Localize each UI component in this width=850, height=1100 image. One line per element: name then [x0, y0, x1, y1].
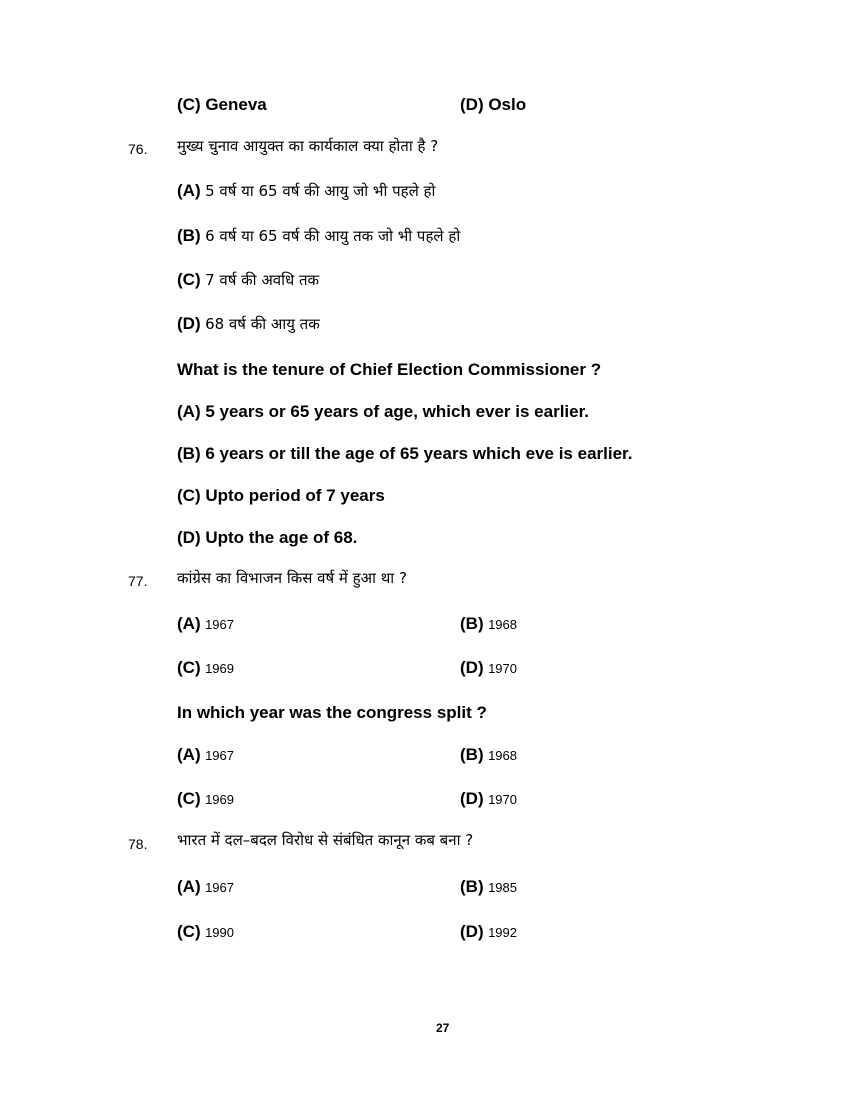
- option-label: (B): [460, 745, 484, 764]
- option-label: (D): [177, 314, 201, 333]
- option-label: (A): [177, 614, 201, 633]
- option-text: 6 वर्ष या 65 वर्ष की आयु तक जो भी पहले हो: [205, 227, 461, 245]
- option-label: (D): [460, 922, 484, 941]
- option-label: (C): [177, 789, 201, 808]
- q77-english-option-b: [460, 746, 517, 764]
- q78-option-b: [460, 878, 517, 896]
- question-77-number: 77.: [128, 573, 148, 589]
- question-76-number: 76.: [128, 141, 148, 157]
- q76-english-option-c: (C) Upto period of 7 years: [177, 486, 385, 505]
- option-label: (A): [177, 181, 201, 200]
- q76-hindi-option-c: [177, 271, 319, 289]
- q76-english-option-a: (A) 5 years or 65 years of age, which ever is earlier.: [177, 402, 590, 421]
- option-value: 1967: [205, 617, 234, 632]
- option-label: (D): [460, 789, 484, 808]
- option-label: (C): [177, 922, 201, 941]
- option-value: 1990: [205, 925, 234, 940]
- option-value: 1968: [488, 748, 517, 763]
- option-d-oslo: (D) Oslo: [460, 95, 527, 114]
- option-label: (B): [460, 614, 484, 633]
- option-value: 1967: [205, 748, 234, 763]
- option-text: 5 वर्ष या 65 वर्ष की आयु जो भी पहले हो: [205, 182, 436, 200]
- q77-hindi-option-a: [177, 615, 234, 633]
- question-76-english: What is the tenure of Chief Election Commissioner ?: [177, 360, 602, 379]
- option-label: (C): [177, 658, 201, 677]
- q76-hindi-option-a: [177, 182, 435, 200]
- option-label: (B): [177, 226, 201, 245]
- option-value: 1967: [205, 880, 234, 895]
- q76-english-option-d: (D) Upto the age of 68.: [177, 528, 358, 547]
- q78-option-a: [177, 878, 234, 896]
- q76-hindi-option-d: [177, 315, 320, 333]
- option-value: 1992: [488, 925, 517, 940]
- option-value: 1970: [488, 792, 517, 807]
- option-c-geneva: (C) Geneva: [177, 95, 267, 114]
- q78-option-d: [460, 923, 517, 941]
- option-value: 1969: [205, 661, 234, 676]
- q77-hindi-option-d: [460, 659, 517, 677]
- question-78-number: 78.: [128, 836, 148, 852]
- q78-option-c: [177, 923, 234, 941]
- option-value: 1985: [488, 880, 517, 895]
- option-label: (A): [177, 745, 201, 764]
- option-text: 68 वर्ष की आयु तक: [205, 315, 320, 333]
- q77-hindi-option-c: [177, 659, 234, 677]
- question-76-hindi: मुख्य चुनाव आयुक्त का कार्यकाल क्या होता है ?: [177, 137, 439, 155]
- option-label: (C): [177, 270, 201, 289]
- option-value: 1970: [488, 661, 517, 676]
- option-text: 7 वर्ष की अवधि तक: [205, 271, 320, 289]
- option-value: 1968: [488, 617, 517, 632]
- q77-english-option-d: [460, 790, 517, 808]
- question-77-hindi: कांग्रेस का विभाजन किस वर्ष में हुआ था ?: [177, 569, 407, 587]
- q77-english-option-c: [177, 790, 234, 808]
- question-78-hindi: भारत में दल–बदल विरोध से संबंधित कानून कब बना ?: [177, 831, 474, 849]
- question-77-english: In which year was the congress split ?: [177, 703, 487, 722]
- q77-hindi-option-b: [460, 615, 517, 633]
- option-value: 1969: [205, 792, 234, 807]
- q77-english-option-a: [177, 746, 234, 764]
- page-number: 27: [436, 1021, 450, 1035]
- option-label: (B): [460, 877, 484, 896]
- q76-english-option-b: (B) 6 years or till the age of 65 years which eve is earlier.: [177, 444, 633, 463]
- option-label: (A): [177, 877, 201, 896]
- option-label: (D): [460, 658, 484, 677]
- q76-hindi-option-b: [177, 227, 460, 245]
